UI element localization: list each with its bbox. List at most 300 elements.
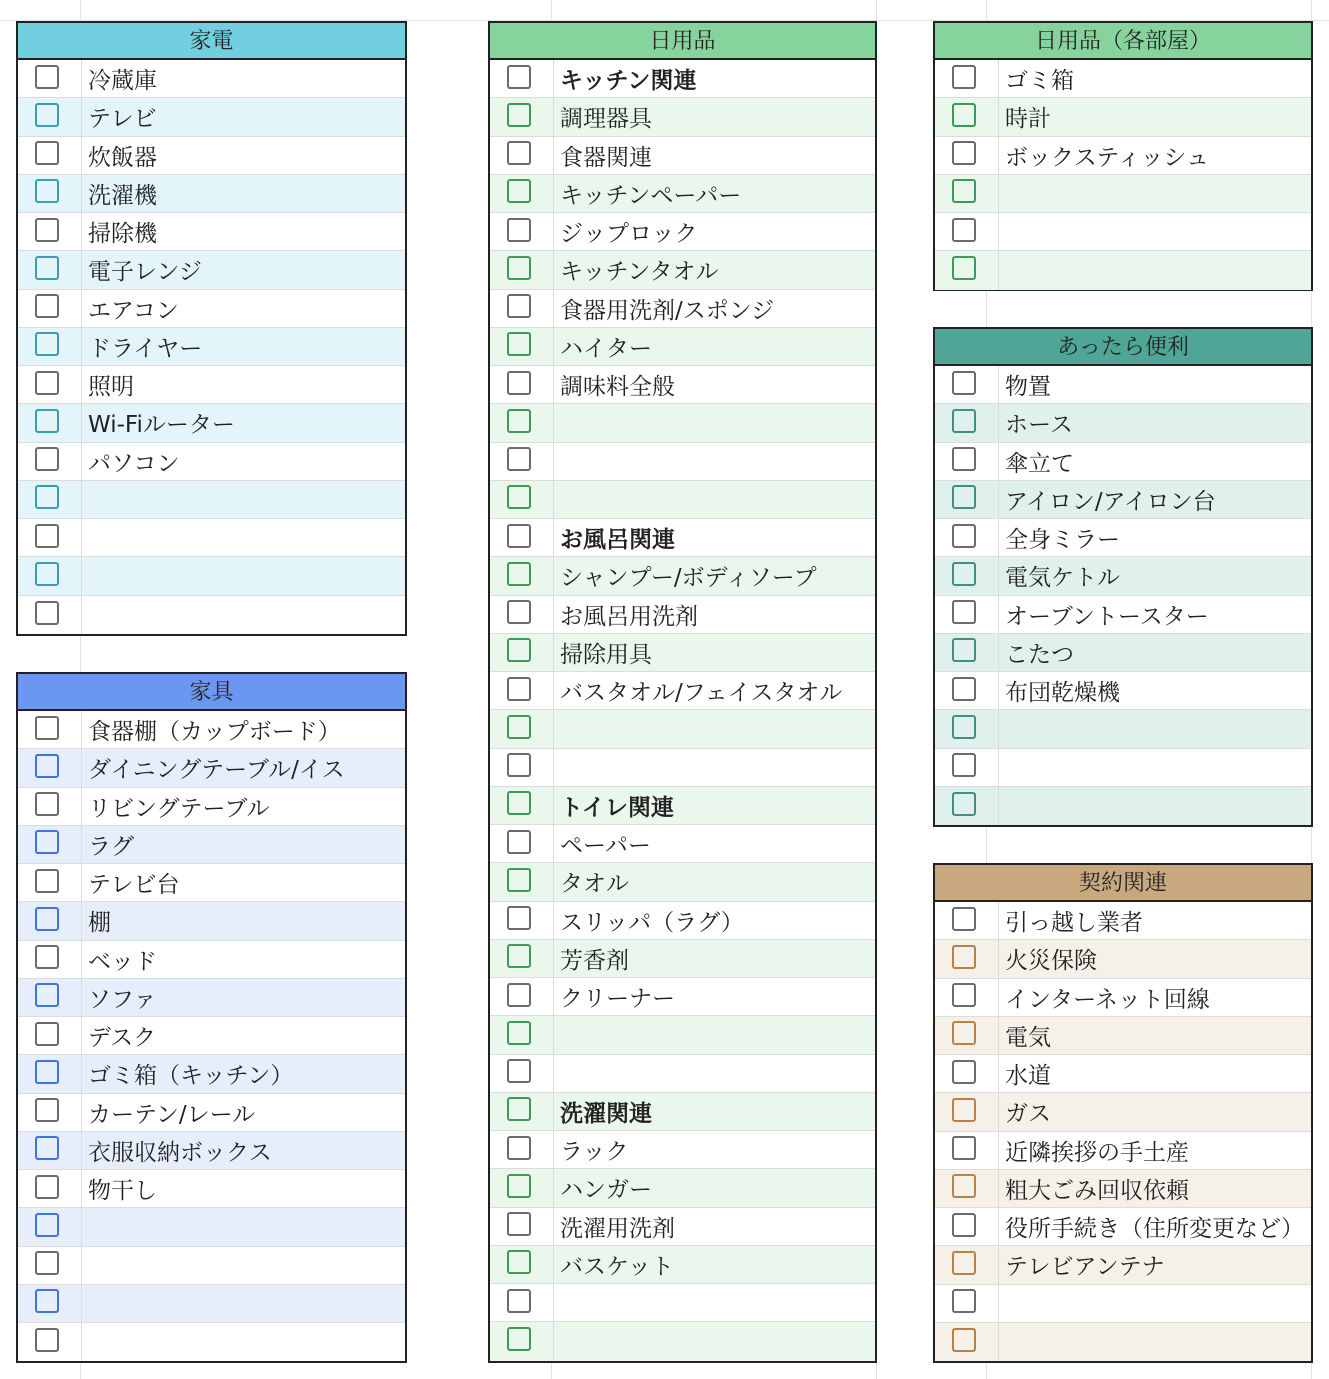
checkbox[interactable] bbox=[952, 677, 976, 701]
checkbox[interactable] bbox=[507, 1174, 531, 1198]
item-label[interactable]: 水道 bbox=[1005, 1063, 1051, 1090]
checklist-row bbox=[935, 366, 1311, 404]
checklist-row bbox=[935, 787, 1311, 825]
checkbox-cell bbox=[18, 1208, 82, 1245]
item-label[interactable]: こたつ bbox=[1005, 641, 1074, 668]
checklist-row bbox=[490, 213, 875, 251]
item-label[interactable] bbox=[1005, 749, 1307, 786]
checkbox-cell bbox=[18, 213, 82, 250]
checkbox[interactable] bbox=[507, 1021, 531, 1045]
checkbox-cell bbox=[935, 1208, 999, 1245]
item-label[interactable]: タオル bbox=[560, 871, 629, 898]
checklist-row bbox=[18, 1094, 405, 1132]
section-header: 家電 bbox=[18, 23, 405, 60]
checklist-row bbox=[18, 596, 405, 634]
checkbox[interactable] bbox=[35, 1022, 59, 1046]
checklist-row bbox=[935, 672, 1311, 710]
checkbox[interactable] bbox=[35, 409, 59, 433]
item-label[interactable] bbox=[560, 481, 871, 518]
item-label[interactable]: 物置 bbox=[1005, 374, 1051, 401]
item-label[interactable]: 引っ越し業者 bbox=[1005, 910, 1143, 937]
checkbox[interactable] bbox=[507, 1059, 531, 1083]
item-label[interactable] bbox=[560, 443, 871, 480]
checkbox[interactable] bbox=[35, 218, 59, 242]
section-header: 日用品（各部屋） bbox=[935, 23, 1311, 60]
section-nichiyouhin bbox=[488, 21, 877, 1363]
item-label[interactable]: カーテン/レール bbox=[88, 1101, 256, 1128]
checklist-row bbox=[935, 404, 1311, 442]
item-label[interactable]: 布団乾燥機 bbox=[1005, 680, 1120, 707]
checkbox[interactable] bbox=[507, 1250, 531, 1274]
section-nichiyouhin-heya bbox=[933, 21, 1313, 291]
checkbox[interactable] bbox=[35, 754, 59, 778]
item-label[interactable]: 洗濯機 bbox=[88, 182, 157, 209]
item-label[interactable]: 炊飯器 bbox=[88, 144, 157, 171]
item-label[interactable]: エアコン bbox=[88, 297, 179, 324]
item-label[interactable]: デスク bbox=[88, 1025, 157, 1052]
checkbox-cell bbox=[935, 1323, 999, 1361]
item-label[interactable] bbox=[560, 404, 871, 441]
item-label[interactable]: バスタオル/フェイスタオル bbox=[560, 680, 843, 707]
checkbox[interactable] bbox=[952, 1098, 976, 1122]
item-label[interactable] bbox=[88, 1323, 401, 1361]
checkbox-cell bbox=[935, 251, 999, 289]
item-label[interactable] bbox=[560, 1055, 871, 1092]
item-label[interactable]: 電子レンジ bbox=[88, 259, 202, 286]
item-label[interactable] bbox=[1005, 787, 1307, 825]
checkbox[interactable] bbox=[35, 1289, 59, 1313]
checklist-row bbox=[18, 213, 405, 251]
checkbox[interactable] bbox=[35, 1098, 59, 1122]
checklist bbox=[935, 60, 1311, 290]
checklist-row bbox=[490, 1093, 875, 1131]
item-label[interactable] bbox=[88, 481, 401, 518]
item-label[interactable] bbox=[560, 1284, 871, 1321]
checkbox[interactable] bbox=[952, 1136, 976, 1160]
checkbox-cell bbox=[490, 978, 554, 1015]
checkbox-cell bbox=[18, 1094, 82, 1131]
checkbox-cell bbox=[18, 328, 82, 365]
checkbox[interactable] bbox=[952, 753, 976, 777]
checkbox[interactable] bbox=[952, 103, 976, 127]
checkbox-cell bbox=[935, 1246, 999, 1283]
checkbox[interactable] bbox=[507, 791, 531, 815]
item-label[interactable] bbox=[88, 596, 401, 634]
checkbox[interactable] bbox=[35, 907, 59, 931]
item-label[interactable]: スリッパ（ラグ） bbox=[560, 909, 744, 936]
checkbox[interactable] bbox=[507, 677, 531, 701]
checklist-row bbox=[490, 1169, 875, 1207]
checkbox[interactable] bbox=[507, 65, 531, 89]
checklist-row bbox=[490, 366, 875, 404]
item-label[interactable]: ラグ bbox=[88, 833, 134, 860]
checkbox-cell bbox=[935, 596, 999, 633]
checklist-row bbox=[18, 1055, 405, 1093]
checkbox[interactable] bbox=[507, 868, 531, 892]
item-label[interactable] bbox=[560, 1322, 871, 1360]
item-label[interactable]: トイレ関連 bbox=[560, 794, 674, 821]
checkbox[interactable] bbox=[952, 792, 976, 816]
item-label[interactable]: 火災保険 bbox=[1005, 948, 1097, 975]
checkbox[interactable] bbox=[952, 1289, 976, 1313]
item-label[interactable]: ベッド bbox=[88, 948, 157, 975]
item-label[interactable]: 調理器具 bbox=[560, 106, 652, 133]
checkbox[interactable] bbox=[35, 1136, 59, 1160]
checkbox[interactable] bbox=[507, 638, 531, 662]
checkbox-cell bbox=[18, 557, 82, 594]
checkbox[interactable] bbox=[952, 485, 976, 509]
checkbox-cell bbox=[490, 1131, 554, 1168]
checkbox[interactable] bbox=[952, 65, 976, 89]
checkbox[interactable] bbox=[35, 256, 59, 280]
item-label[interactable]: 照明 bbox=[88, 374, 134, 401]
checkbox[interactable] bbox=[952, 638, 976, 662]
checklist-row bbox=[490, 672, 875, 710]
checkbox-cell bbox=[490, 137, 554, 174]
checkbox[interactable] bbox=[35, 562, 59, 586]
checkbox[interactable] bbox=[35, 1251, 59, 1275]
item-label[interactable]: シャンプー/ボディソープ bbox=[560, 565, 817, 592]
checkbox[interactable] bbox=[507, 1136, 531, 1160]
item-label[interactable]: 食器関連 bbox=[560, 144, 652, 171]
checkbox-cell bbox=[490, 366, 554, 403]
checkbox[interactable] bbox=[952, 907, 976, 931]
item-label[interactable]: 粗大ごみ回収依頼 bbox=[1005, 1177, 1189, 1204]
item-label[interactable] bbox=[560, 710, 871, 747]
item-label[interactable]: 掃除用具 bbox=[560, 641, 652, 668]
item-label[interactable]: ジップロック bbox=[560, 221, 698, 248]
checklist-row bbox=[18, 1017, 405, 1055]
checkbox-cell bbox=[18, 366, 82, 403]
checkbox[interactable] bbox=[507, 1097, 531, 1121]
checklist-row bbox=[18, 251, 405, 289]
item-label[interactable] bbox=[1005, 1285, 1307, 1322]
item-label[interactable]: 食器棚（カップボード） bbox=[88, 719, 341, 746]
item-label[interactable]: ホース bbox=[1005, 412, 1073, 439]
checkbox-cell bbox=[18, 1132, 82, 1169]
checkbox-cell bbox=[935, 1170, 999, 1207]
checklist-row bbox=[935, 60, 1311, 98]
checkbox-cell bbox=[18, 1055, 82, 1092]
checklist-row bbox=[490, 1246, 875, 1284]
checklist-row bbox=[18, 519, 405, 557]
checkbox-cell bbox=[490, 1093, 554, 1130]
checkbox[interactable] bbox=[507, 218, 531, 242]
checkbox-cell bbox=[935, 1093, 999, 1130]
item-label[interactable]: 物干し bbox=[88, 1178, 157, 1205]
item-label[interactable]: ゴミ箱（キッチン） bbox=[88, 1063, 294, 1090]
item-label[interactable] bbox=[88, 557, 401, 594]
item-label[interactable]: テレビ bbox=[88, 106, 157, 133]
item-label[interactable] bbox=[1005, 175, 1307, 212]
checkbox[interactable] bbox=[507, 1289, 531, 1313]
section-kaden bbox=[16, 21, 407, 636]
item-label[interactable]: バスケット bbox=[560, 1253, 674, 1280]
checkbox-cell bbox=[935, 979, 999, 1016]
item-label[interactable]: 食器用洗剤/スポンジ bbox=[560, 297, 775, 324]
item-label[interactable] bbox=[1005, 1323, 1307, 1361]
checkbox-cell bbox=[490, 213, 554, 250]
item-label[interactable]: ダイニングテーブル/イス bbox=[88, 757, 345, 784]
checkbox[interactable] bbox=[507, 983, 531, 1007]
checkbox-cell bbox=[18, 1247, 82, 1284]
checkbox[interactable] bbox=[507, 294, 531, 318]
checkbox-cell bbox=[18, 711, 82, 748]
checkbox-cell bbox=[490, 940, 554, 977]
checkbox[interactable] bbox=[952, 945, 976, 969]
item-label[interactable]: 冷蔵庫 bbox=[88, 68, 157, 95]
checklist-row bbox=[935, 1323, 1311, 1361]
checkbox-cell bbox=[490, 863, 554, 900]
checkbox-cell bbox=[490, 787, 554, 824]
checkbox[interactable] bbox=[35, 524, 59, 548]
checklist-row bbox=[935, 979, 1311, 1017]
item-label[interactable]: ボックスティッシュ bbox=[1005, 144, 1210, 171]
checkbox[interactable] bbox=[35, 103, 59, 127]
checkbox-cell bbox=[490, 1322, 554, 1360]
item-label[interactable] bbox=[560, 749, 871, 786]
checkbox-cell bbox=[490, 175, 554, 212]
checkbox[interactable] bbox=[952, 1174, 976, 1198]
item-label[interactable]: Wi-Fiルーター bbox=[88, 412, 235, 439]
checkbox[interactable] bbox=[35, 869, 59, 893]
item-label[interactable]: インターネット回線 bbox=[1005, 986, 1210, 1013]
item-label[interactable]: 傘立て bbox=[1005, 450, 1074, 477]
checkbox[interactable] bbox=[952, 447, 976, 471]
checkbox[interactable] bbox=[952, 1251, 976, 1275]
checklist-row bbox=[490, 787, 875, 825]
checkbox[interactable] bbox=[952, 715, 976, 739]
checkbox[interactable] bbox=[507, 1327, 531, 1351]
checkbox-cell bbox=[935, 902, 999, 939]
checkbox[interactable] bbox=[507, 944, 531, 968]
checklist-row bbox=[935, 1208, 1311, 1246]
section-header: あったら便利 bbox=[935, 329, 1311, 366]
item-label[interactable]: アイロン/アイロン台 bbox=[1005, 488, 1216, 515]
item-label[interactable]: お風呂用洗剤 bbox=[560, 603, 698, 630]
checklist-row bbox=[935, 98, 1311, 136]
checkbox[interactable] bbox=[507, 256, 531, 280]
checkbox-cell bbox=[18, 481, 82, 518]
checkbox[interactable] bbox=[952, 1021, 976, 1045]
checkbox[interactable] bbox=[952, 1328, 976, 1352]
checkbox-cell bbox=[935, 519, 999, 556]
checkbox[interactable] bbox=[952, 983, 976, 1007]
checklist-row bbox=[18, 1170, 405, 1208]
checkbox[interactable] bbox=[952, 524, 976, 548]
checkbox[interactable] bbox=[507, 753, 531, 777]
item-label[interactable]: 時計 bbox=[1005, 106, 1051, 133]
checklist-row bbox=[935, 1246, 1311, 1284]
checkbox[interactable] bbox=[952, 409, 976, 433]
item-label[interactable]: キッチン関連 bbox=[560, 68, 697, 95]
checkbox[interactable] bbox=[952, 1060, 976, 1084]
checkbox[interactable] bbox=[507, 332, 531, 356]
checkbox-cell bbox=[935, 443, 999, 480]
checkbox[interactable] bbox=[35, 447, 59, 471]
checkbox-cell bbox=[490, 328, 554, 365]
checklist-row bbox=[490, 290, 875, 328]
checkbox-cell bbox=[935, 749, 999, 786]
item-label[interactable]: オーブントースター bbox=[1005, 603, 1209, 630]
item-label[interactable] bbox=[88, 519, 401, 556]
item-label[interactable] bbox=[88, 1208, 401, 1245]
checkbox[interactable] bbox=[35, 65, 59, 89]
checklist-row bbox=[490, 710, 875, 748]
checkbox-cell bbox=[490, 557, 554, 594]
item-label[interactable]: ソファ bbox=[88, 986, 157, 1013]
checkbox[interactable] bbox=[507, 906, 531, 930]
checkbox-cell bbox=[490, 902, 554, 939]
checklist-row bbox=[935, 1017, 1311, 1055]
checklist-row bbox=[935, 137, 1311, 175]
checkbox-cell bbox=[18, 979, 82, 1016]
item-label[interactable]: クリーナー bbox=[560, 986, 675, 1013]
checkbox[interactable] bbox=[507, 409, 531, 433]
checkbox[interactable] bbox=[952, 141, 976, 165]
item-label[interactable]: 電気ケトル bbox=[1005, 565, 1120, 592]
item-label[interactable]: 洗濯用洗剤 bbox=[560, 1215, 675, 1242]
checklist-row bbox=[18, 941, 405, 979]
item-label[interactable]: お風呂関連 bbox=[560, 527, 675, 554]
checklist-row bbox=[490, 863, 875, 901]
checkbox-cell bbox=[935, 1132, 999, 1169]
checklist-row bbox=[935, 1055, 1311, 1093]
item-label[interactable]: 役所手続き（住所変更など） bbox=[1005, 1216, 1304, 1243]
item-label[interactable]: キッチンペーパー bbox=[560, 182, 742, 209]
checkbox[interactable] bbox=[507, 485, 531, 509]
item-label[interactable]: 近隣挨拶の手土産 bbox=[1005, 1139, 1189, 1166]
item-label[interactable]: 調味料全般 bbox=[560, 374, 675, 401]
checkbox-cell bbox=[490, 1055, 554, 1092]
checkbox-cell bbox=[18, 251, 82, 288]
checklist bbox=[935, 366, 1311, 825]
item-label[interactable]: 洗濯関連 bbox=[560, 1100, 652, 1127]
checkbox[interactable] bbox=[35, 1213, 59, 1237]
item-label[interactable]: キッチンタオル bbox=[560, 259, 719, 286]
checkbox[interactable] bbox=[952, 371, 976, 395]
item-label[interactable]: ハイター bbox=[560, 335, 652, 362]
checkbox[interactable] bbox=[507, 179, 531, 203]
item-label[interactable]: 電気 bbox=[1005, 1024, 1051, 1051]
item-label[interactable] bbox=[1005, 710, 1307, 747]
checkbox-cell bbox=[18, 1285, 82, 1322]
checkbox[interactable] bbox=[952, 600, 976, 624]
checkbox[interactable] bbox=[507, 600, 531, 624]
item-label[interactable] bbox=[88, 1285, 401, 1322]
checklist-row bbox=[490, 1208, 875, 1246]
checkbox[interactable] bbox=[507, 1212, 531, 1236]
checkbox[interactable] bbox=[35, 716, 59, 740]
checkbox[interactable] bbox=[507, 524, 531, 548]
item-label[interactable]: 全身ミラー bbox=[1005, 527, 1120, 554]
item-label[interactable]: ドライヤー bbox=[88, 335, 203, 362]
checkbox[interactable] bbox=[952, 179, 976, 203]
item-label[interactable]: 芳香剤 bbox=[560, 947, 629, 974]
checklist-row bbox=[935, 596, 1311, 634]
checklist-row bbox=[18, 864, 405, 902]
checkbox-cell bbox=[490, 1284, 554, 1321]
checkbox[interactable] bbox=[35, 945, 59, 969]
checklist-row bbox=[18, 328, 405, 366]
item-label[interactable] bbox=[560, 1016, 871, 1053]
checkbox[interactable] bbox=[35, 332, 59, 356]
checkbox[interactable] bbox=[507, 562, 531, 586]
item-label[interactable]: リビングテーブル bbox=[88, 795, 270, 822]
checkbox-cell bbox=[490, 60, 554, 97]
checkbox[interactable] bbox=[35, 792, 59, 816]
checkbox[interactable] bbox=[952, 218, 976, 242]
checklist-row bbox=[490, 443, 875, 481]
checkbox[interactable] bbox=[952, 562, 976, 586]
checkbox[interactable] bbox=[507, 103, 531, 127]
item-label[interactable]: ハンガー bbox=[560, 1177, 652, 1204]
checklist-row bbox=[935, 443, 1311, 481]
checkbox[interactable] bbox=[35, 830, 59, 854]
checkbox-cell bbox=[18, 788, 82, 825]
checklist-row bbox=[490, 404, 875, 442]
checkbox[interactable] bbox=[507, 447, 531, 471]
checklist-row bbox=[18, 1323, 405, 1361]
checklist-row bbox=[490, 1322, 875, 1360]
checkbox[interactable] bbox=[35, 371, 59, 395]
checkbox[interactable] bbox=[952, 256, 976, 280]
item-label[interactable]: ガス bbox=[1005, 1101, 1051, 1128]
checkbox[interactable] bbox=[35, 141, 59, 165]
checklist-row bbox=[490, 137, 875, 175]
checklist-row bbox=[935, 902, 1311, 940]
checkbox[interactable] bbox=[952, 1213, 976, 1237]
item-label[interactable] bbox=[1005, 251, 1307, 289]
item-label[interactable]: テレビ台 bbox=[88, 872, 180, 899]
checkbox-cell bbox=[935, 98, 999, 135]
checkbox[interactable] bbox=[507, 715, 531, 739]
item-label[interactable]: ペーパー bbox=[560, 833, 651, 860]
item-label[interactable] bbox=[1005, 213, 1307, 250]
checkbox[interactable] bbox=[35, 1175, 59, 1199]
checklist-row bbox=[18, 175, 405, 213]
item-label[interactable]: ラック bbox=[560, 1139, 629, 1166]
item-label[interactable]: 掃除機 bbox=[88, 221, 157, 248]
checkbox-cell bbox=[935, 672, 999, 709]
item-label[interactable] bbox=[88, 1247, 401, 1284]
checkbox-cell bbox=[18, 1323, 82, 1361]
checkbox[interactable] bbox=[35, 1328, 59, 1352]
checkbox[interactable] bbox=[35, 601, 59, 625]
checkbox[interactable] bbox=[507, 371, 531, 395]
checkbox[interactable] bbox=[507, 830, 531, 854]
checklist-row bbox=[18, 98, 405, 136]
checkbox-cell bbox=[490, 672, 554, 709]
item-label[interactable]: 棚 bbox=[88, 910, 111, 937]
checkbox[interactable] bbox=[35, 179, 59, 203]
checkbox[interactable] bbox=[35, 983, 59, 1007]
checkbox[interactable] bbox=[507, 141, 531, 165]
item-label[interactable]: ゴミ箱 bbox=[1005, 68, 1074, 95]
checklist-row bbox=[18, 1208, 405, 1246]
item-label[interactable]: テレビアンテナ bbox=[1005, 1254, 1165, 1281]
checkbox-cell bbox=[18, 443, 82, 480]
checkbox-cell bbox=[490, 443, 554, 480]
checkbox-cell bbox=[490, 1169, 554, 1206]
item-label[interactable]: 衣服収納ボックス bbox=[88, 1139, 272, 1166]
checkbox[interactable] bbox=[35, 485, 59, 509]
checklist-row bbox=[490, 519, 875, 557]
checkbox[interactable] bbox=[35, 294, 59, 318]
checklist-row bbox=[490, 749, 875, 787]
checkbox[interactable] bbox=[35, 1060, 59, 1084]
item-label[interactable]: パソコン bbox=[88, 450, 180, 477]
